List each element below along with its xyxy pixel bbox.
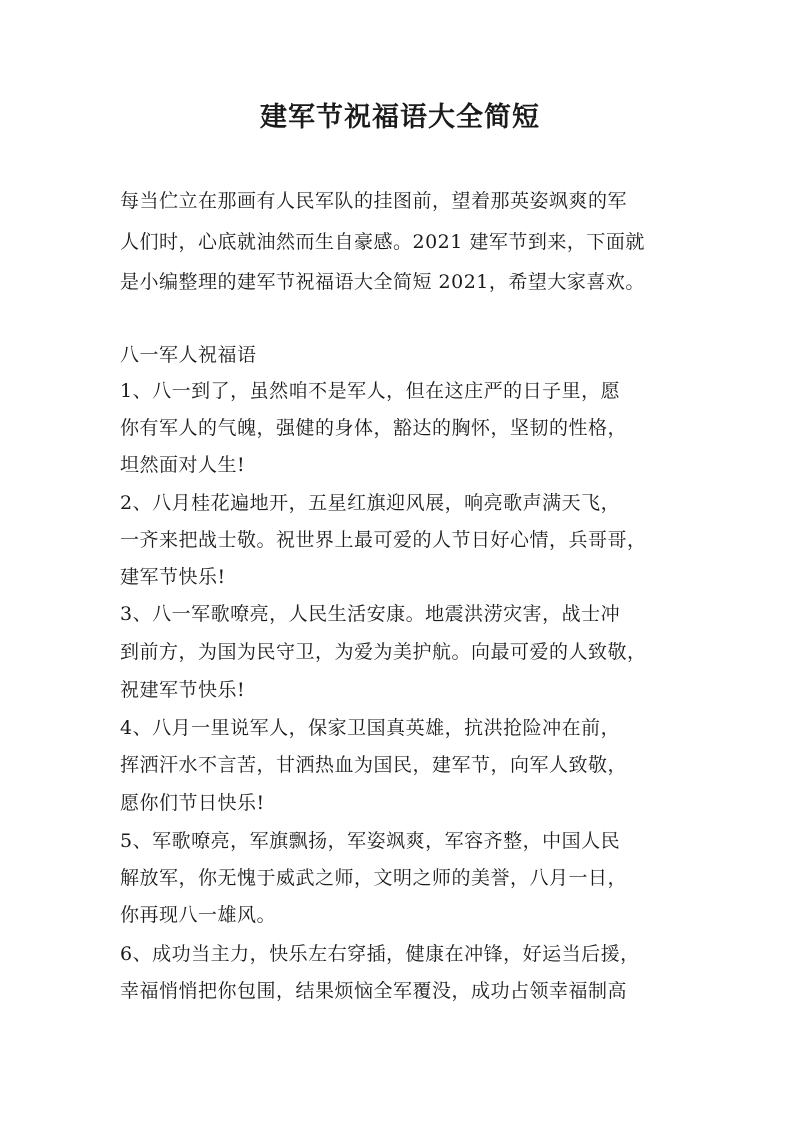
intro-line: 是小编整理的建军节祝福语大全简短 2021，希望大家喜欢。 bbox=[120, 271, 645, 293]
item-3-line-1: 3、八一军歌嘹亮，人民生活安康。地震洪涝灾害，战士冲 bbox=[120, 603, 621, 625]
item-1-line-1: 1、八一到了，虽然咱不是军人，但在这庄严的日子里，愿 bbox=[120, 380, 621, 402]
intro-line: 人们时，心底就油然而生自豪感。2021 建军节到来，下面就 bbox=[120, 231, 645, 253]
item-6-line-2: 幸福悄悄把你包围，结果烦恼全军覆没，成功占领幸福制高 bbox=[120, 980, 628, 1002]
item-2-line-3: 建军节快乐! bbox=[120, 566, 226, 588]
item-4-line-2: 挥洒汗水不言苦，甘洒热血为国民，建军节，向军人致敬， bbox=[120, 754, 628, 776]
item-4-line-3: 愿你们节日快乐! bbox=[120, 792, 265, 814]
item-2-line-2: 一齐来把战士敬。祝世界上最可爱的人节日好心情，兵哥哥， bbox=[120, 529, 647, 551]
document-title: 建军节祝福语大全简短 bbox=[260, 102, 540, 133]
item-3-line-2: 到前方，为国为民守卫，为爱为美护航。向最可爱的人致敬， bbox=[120, 641, 647, 663]
item-6-line-1: 6、成功当主力，快乐左右穿插，健康在冲锋，好运当后援， bbox=[120, 943, 640, 965]
item-1-line-2: 你有军人的气魄，强健的身体，豁达的胸怀，坚韧的性格， bbox=[120, 417, 628, 439]
item-3-line-3: 祝建军节快乐! bbox=[120, 679, 246, 701]
intro-line: 每当伫立在那画有人民军队的挂图前，望着那英姿飒爽的军 bbox=[120, 190, 628, 212]
item-2-line-1: 2、八月桂花遍地开，五星红旗迎风展，响亮歌声满天飞， bbox=[120, 492, 621, 514]
item-5-line-1: 5、军歌嘹亮，军旗飘扬，军姿飒爽，军容齐整，中国人民 bbox=[120, 830, 621, 852]
item-5-line-3: 你再现八一雄风。 bbox=[120, 904, 277, 926]
item-4-line-1: 4、八月一里说军人，保家卫国真英雄，抗洪抢险冲在前， bbox=[120, 717, 621, 739]
item-5-line-2: 解放军，你无愧于威武之师，文明之师的美誉，八月一日， bbox=[120, 867, 628, 889]
item-1-line-3: 坦然面对人生! bbox=[120, 454, 246, 476]
section-heading: 八一军人祝福语 bbox=[120, 344, 257, 366]
